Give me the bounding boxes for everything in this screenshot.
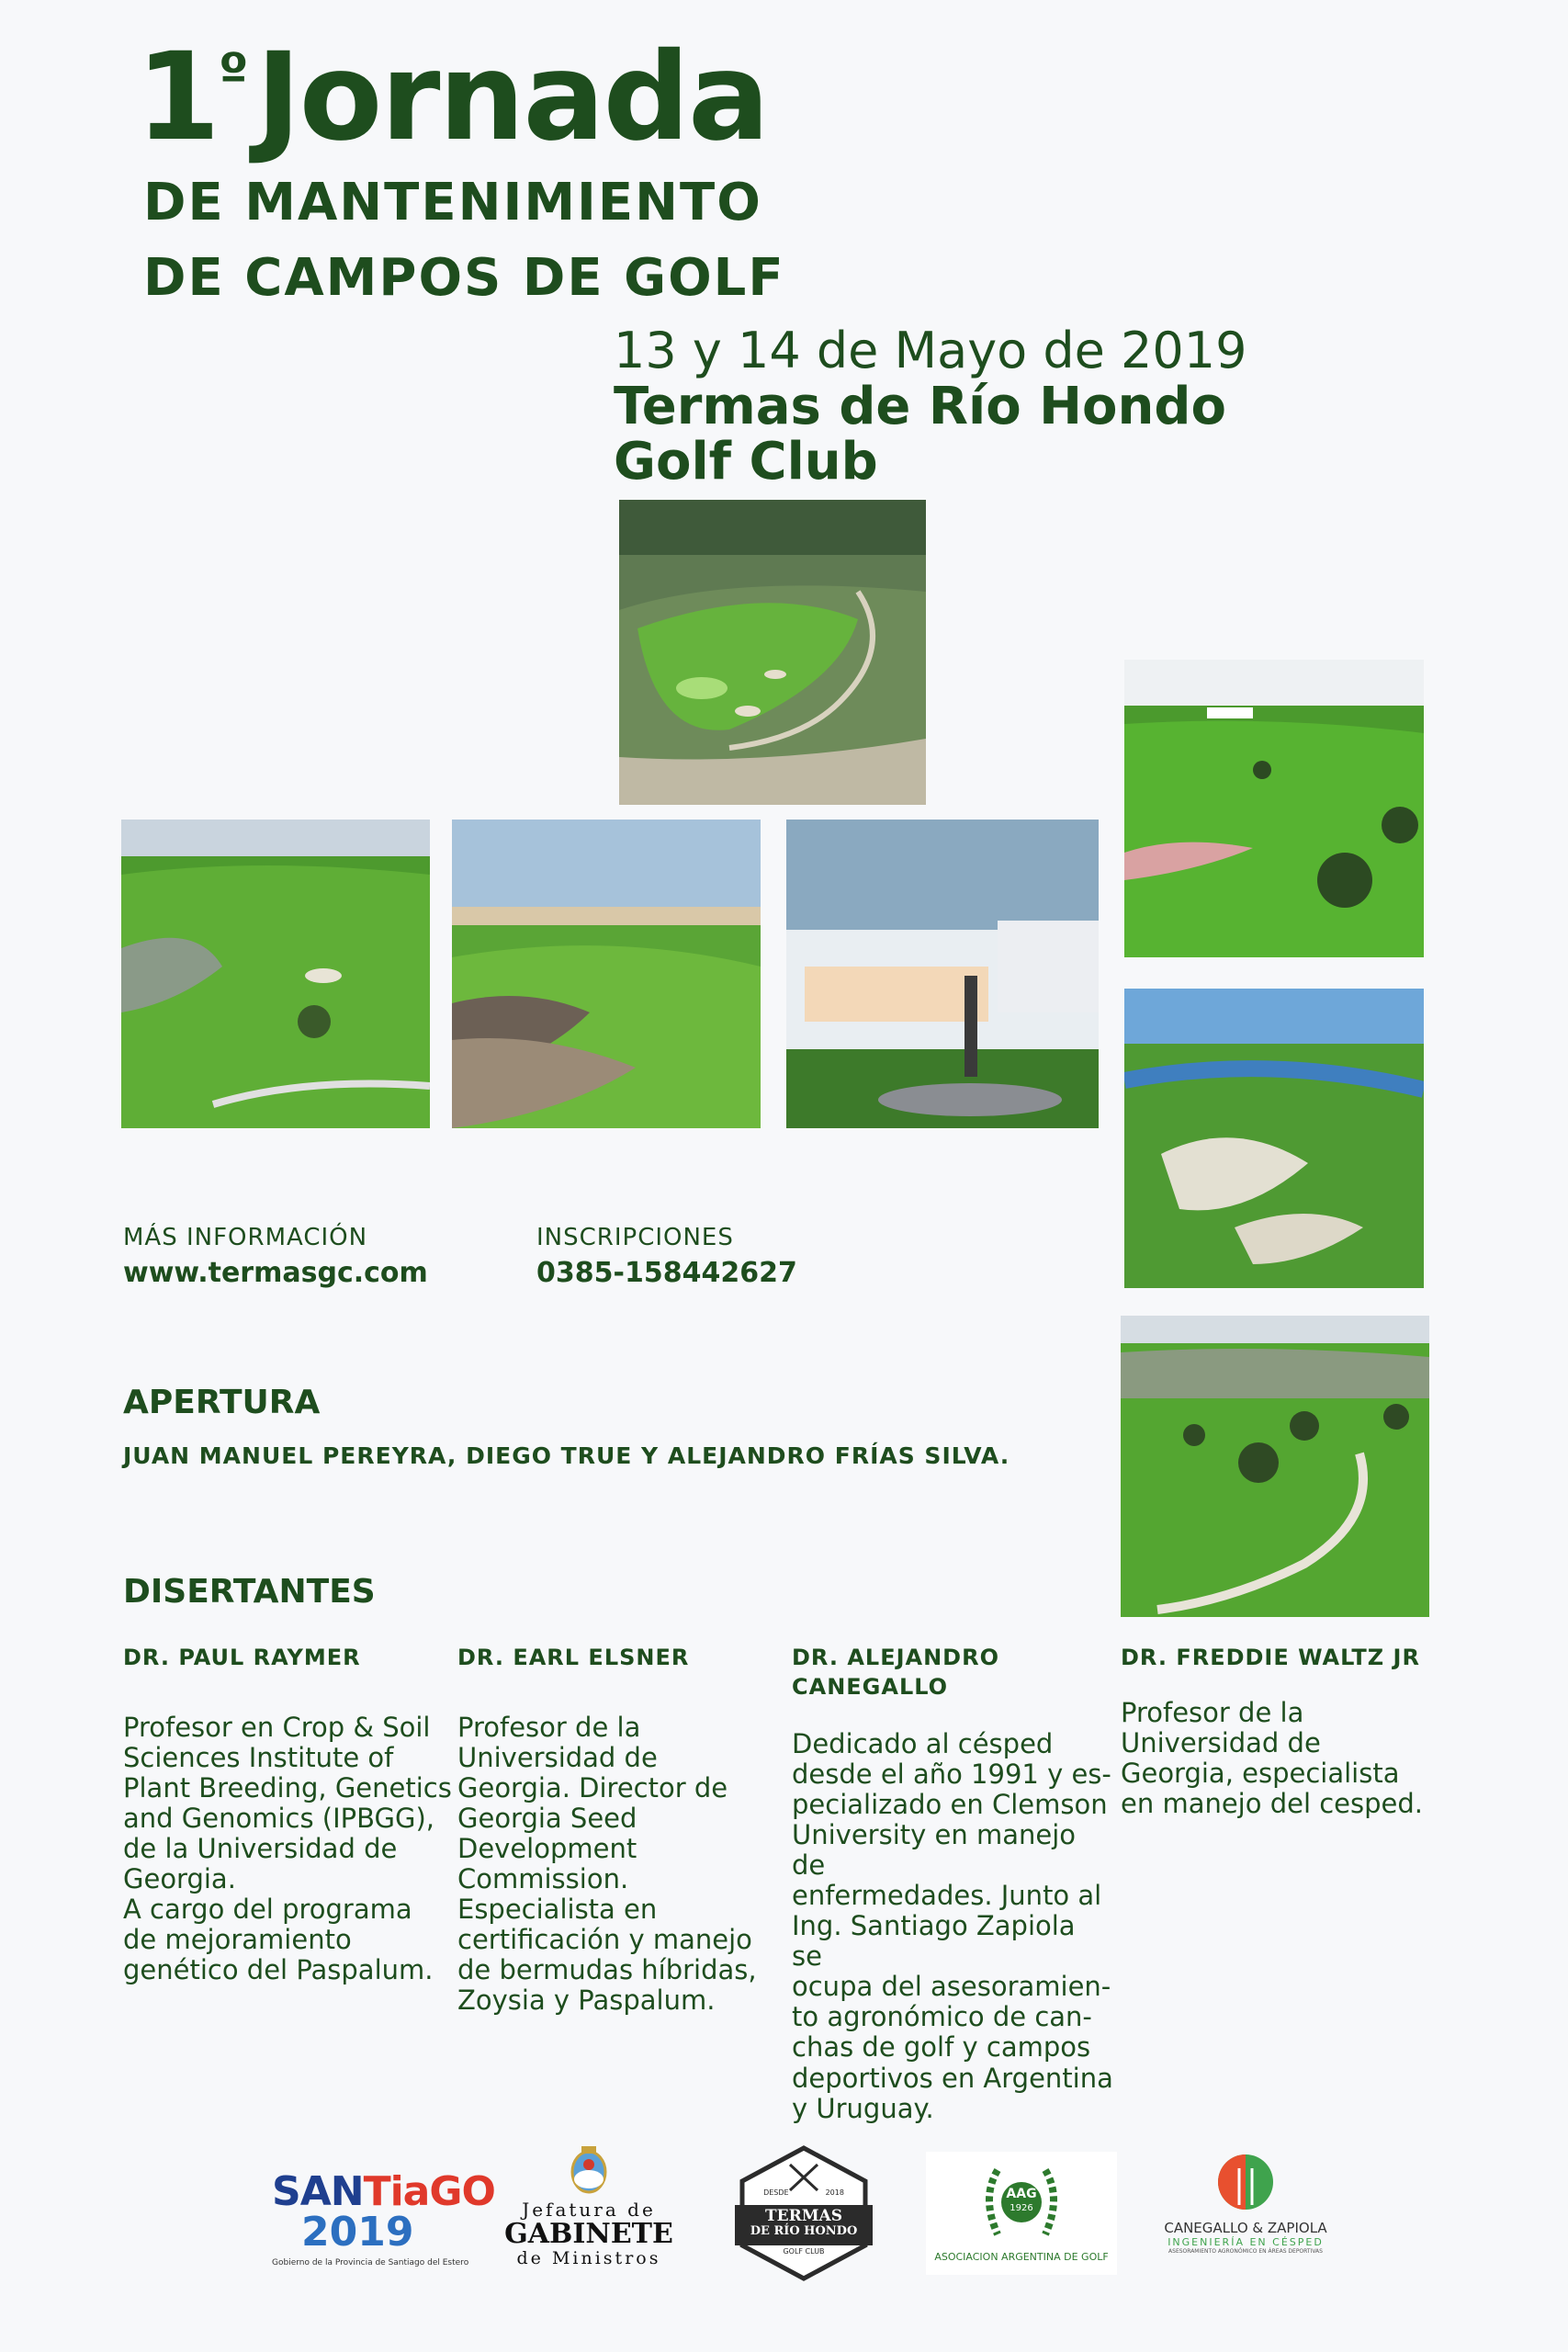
photo-lake-aerial bbox=[1124, 989, 1424, 1288]
title-ordinal: º bbox=[218, 41, 247, 104]
more-info-label: MÁS INFORMACIÓN bbox=[123, 1224, 368, 1251]
photo-fairway-green bbox=[121, 820, 430, 1128]
leaf-circle-icon bbox=[1213, 2150, 1278, 2214]
photo-clubhouse-fairway bbox=[1124, 660, 1424, 957]
photo-clubhouse-statue bbox=[786, 820, 1099, 1128]
speaker-name-elsner: DR. EARL ELSNER bbox=[457, 1645, 690, 1670]
photo-bunker-sunset-art bbox=[452, 820, 761, 1128]
photo-fairway-green-art bbox=[121, 820, 430, 1128]
opening-names: JUAN MANUEL PEREYRA, DIEGO TRUE Y ALEJANDRO FRÍAS SILVA. bbox=[123, 1442, 1010, 1469]
more-info-link[interactable]: www.termasgc.com bbox=[123, 1257, 428, 1289]
title-line3: DE CAMPOS DE GOLF bbox=[143, 248, 785, 308]
speaker-name-waltz: DR. FREDDIE WALTZ JR bbox=[1121, 1645, 1420, 1670]
speaker-name-canegallo: DR. ALEJANDRO CANEGALLO bbox=[792, 1645, 999, 1701]
photo-aerial-course bbox=[619, 500, 926, 805]
coat-of-arms-icon bbox=[563, 2144, 615, 2196]
registration-phone[interactable]: 0385-158442627 bbox=[536, 1257, 797, 1289]
logo-asociacion-argentina-golf: AAG 1926 ASOCIACION ARGENTINA DE GOLF bbox=[926, 2152, 1117, 2275]
opening-heading: APERTURA bbox=[123, 1384, 321, 1421]
photo-clubhouse-statue-art bbox=[786, 820, 1099, 1128]
photo-cart-path-art bbox=[1121, 1316, 1429, 1617]
event-venue-line2: Golf Club bbox=[614, 432, 878, 492]
speakers-heading: DISERTANTES bbox=[123, 1573, 376, 1611]
speaker-bio-canegallo: Dedicado al césped desde el año 1991 y es- pecializado en Clemson University en manejo de enfermedades. Junto al Ing. Santiago Zapiola se ocupa del asesoramien- to agronómico de can- chas de golf y campos deportivos en Argentina y Uruguay. bbox=[792, 1728, 1113, 2124]
speaker-name-raymer: DR. PAUL RAYMER bbox=[123, 1645, 361, 1670]
event-venue-line1: Termas de Río Hondo bbox=[614, 377, 1226, 436]
logo-jefatura-gabinete: Jefatura de GABINETE de Ministros bbox=[502, 2144, 676, 2282]
photo-clubhouse-fairway-art bbox=[1124, 660, 1424, 957]
photo-cart-path bbox=[1121, 1316, 1429, 1617]
title-number: 1 bbox=[136, 27, 219, 168]
photo-aerial-course-art bbox=[619, 500, 926, 805]
registration-label: INSCRIPCIONES bbox=[536, 1224, 734, 1251]
title-line2: DE MANTENIMIENTO bbox=[143, 173, 762, 232]
photo-bunker-sunset bbox=[452, 820, 761, 1128]
title-jornada bbox=[136, 27, 769, 168]
speaker-bio-waltz: Profesor de la Universidad de Georgia, especialista en manejo del cesped. bbox=[1121, 1697, 1423, 1820]
title-word: Jornada bbox=[255, 27, 769, 168]
logo-santiago-2019: SANTiaGO 2019 Gobierno de la Provincia de Santiago del Estero bbox=[272, 2168, 495, 2267]
event-date: 13 y 14 de Mayo de 2019 bbox=[614, 322, 1247, 379]
logo-canegallo-zapiola: CANEGALLO & ZAPIOLA INGENIERÍA EN CÉSPED ASESORAMIENTO AGRONÓMICO EN ÁREAS DEPORTIVAS bbox=[1154, 2150, 1337, 2278]
speaker-bio-elsner: Profesor de la Universidad de Georgia. Director de Georgia Seed Development Commission. Especialista en certificación y manejo de bermudas híbridas, Zoysia y Paspalum. bbox=[457, 1712, 757, 2017]
logo-termas-golf-club: DESDE 2018 TERMAS DE RÍO HONDO GOLF CLUB bbox=[735, 2144, 873, 2282]
speaker-bio-raymer: Profesor en Crop & Soil Sciences Institute of Plant Breeding, Genetics and Genomics (IPBGG), de la Universidad de Georgia. A cargo del programa de mejoramiento genético del Paspalum. bbox=[123, 1712, 452, 1986]
photo-lake-aerial-art bbox=[1124, 989, 1424, 1288]
